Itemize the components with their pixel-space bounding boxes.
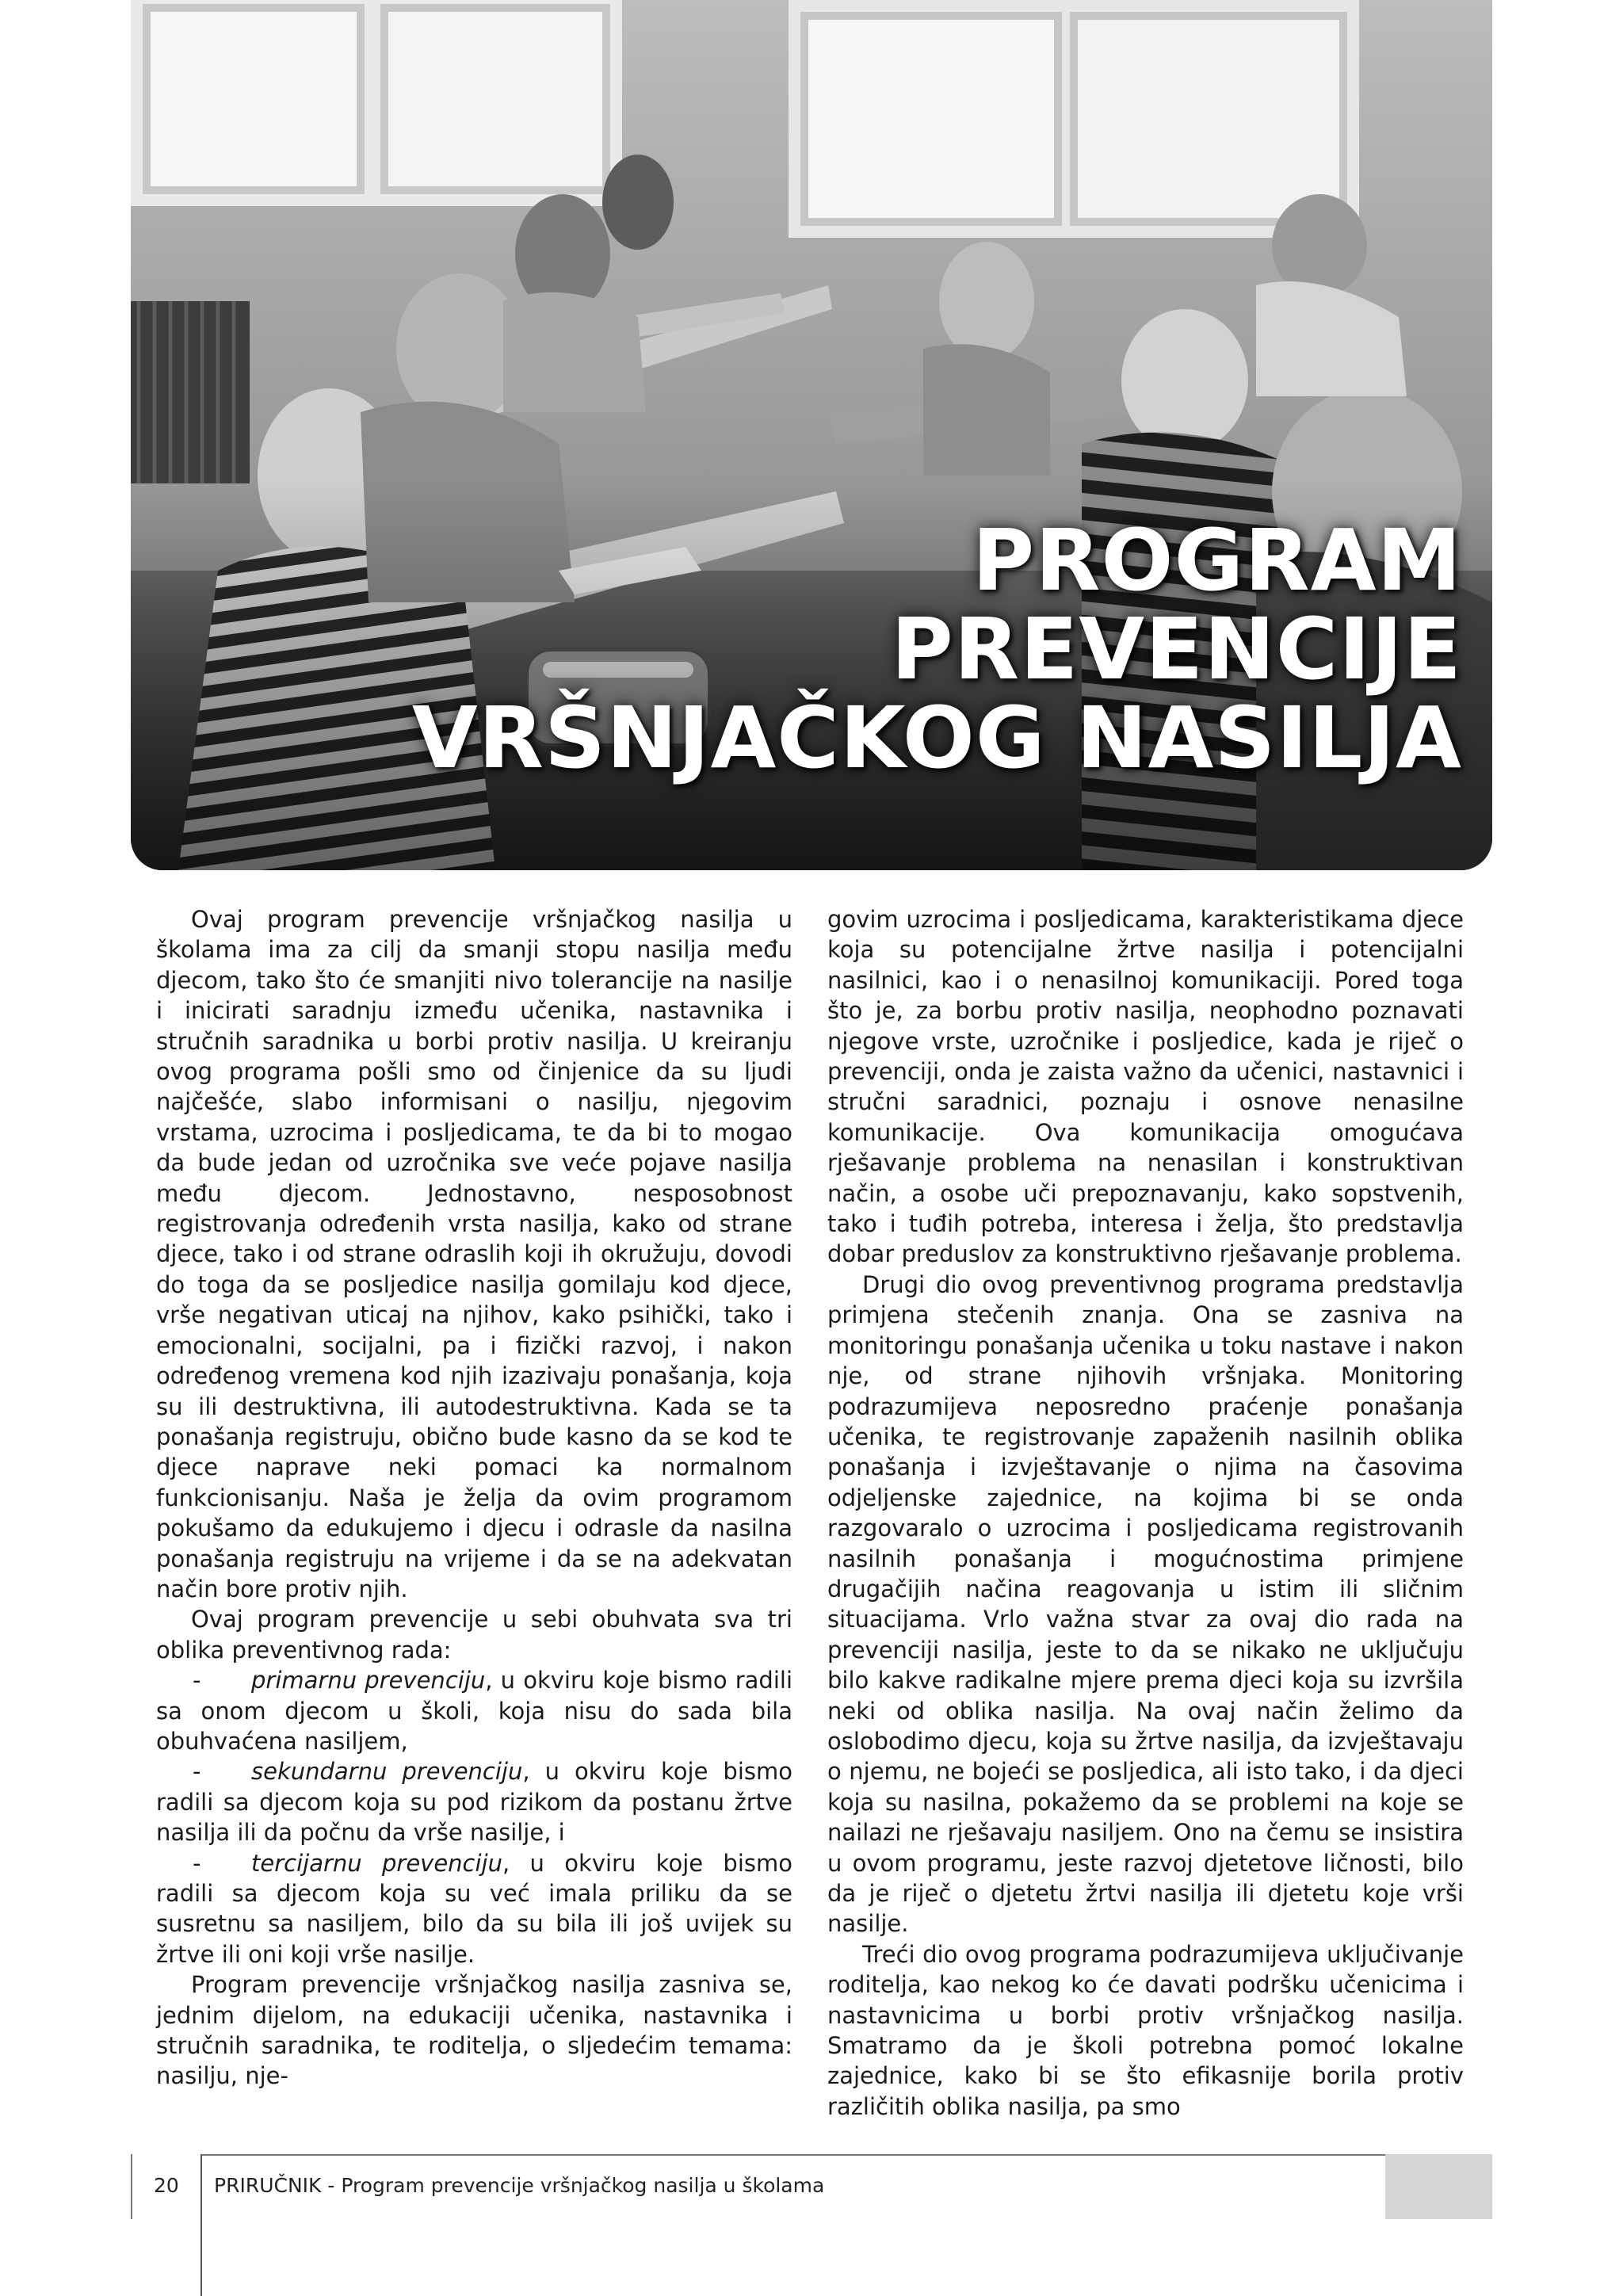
title-line-3: VRŠNJAČKOG NASILJA [411,690,1462,788]
paragraph: govim uzrocima i posljedicama, karakteristikama djece koja su potencijalne žrtve nasilja i potencijalni nasilnici, kao i o nenasilnoj komunikaciji. Pored toga što je, za borbu protiv nasilja, neophodno poznavati njegove vrste, uzročnike i posljedice, kada je riječ o prevenciji, onda je zaista važno da učenici, nastavnici i stručni saradnici, poznaju i osnove nenasilne komunikacije. Ova komunikacija omogućava rješavanje problema na nenasilan i konstruktivan način, a osobe uči prepoznavanju, kako sopstvenih, tako i tuđih potreba, interesa i želja, što predstavlja dobar preduslov za konstruktivno rješavanje problema. [827,906,1464,1268]
list-item [156,1756,792,1847]
list-item [156,1848,792,1970]
list-text: , u okviru koje bismo radili sa djecom koja su pod rizikom da postanu žrtve nasilja ili da počnu da vrše nasilje, i [156,1758,792,1847]
list-text: , u okviru koje bismo radili sa djecom koja su već imala priliku da se susretnu sa nasiljem, bilo da su bila ili još uvijek su žrtve ili oni koji vrše nasilje. [156,1849,792,1968]
footer-left-rule [131,2154,132,2219]
title-line-1: PROGRAM [972,512,1462,610]
right-column [827,904,1464,2122]
paragraph: Drugi dio ovog preventivnog programa predstavlja primjena stečenih znanja. Ona se zasniva na monitoringu ponašanja učenika u toku nastave i nakon nje, od strane njihovih vršnjaka. Monitoring podrazumijeva neposredno praćenje ponašanja učenika, te registrovanje zapaženih nasilnih oblika ponašanja i izvještavanje o njima na časovima odjeljenske zajednice, na kojima bi se onda razgovaralo o uzrocima i posljedicama registrovanih nasilnih ponašanja i mogućnostima primjene drugačijih načina reagovanja u istim ili sličnim situacijama. Vrlo važna stvar za ovaj dio rada na prevenciji nasilja, jeste to da se nikako ne uključuju bilo kakve radikalne mjere prema djeci koja su izvršila neki od oblika nasilja. Na ovaj način želimo da oslobodimo djecu, koja su žrtve nasilja, da izvještavaju o njemu, ne bojeći se posljedica, ali isto tako, i da djeci koja su nasilna, pokažemo da se problemi na koje se nailazi ne rješavaju nasiljem. Ono na čemu se insistira u ovom programu, jeste razvoj djetetove ličnosti, bilo da je riječ o djetetu žrtvi nasilja ili djetetu koje vrši nasilje. [827,1270,1464,1938]
list-dash: - [193,1849,201,1877]
list-term: sekundarnu prevenciju [251,1758,523,1786]
paragraph: Ovaj program prevencije vršnjačkog nasilja u školama ima za cilj da smanji stopu nasilja među djecom, tako što će smanjiti nivo tolerancije na nasilje i inicirati saradnju između učenika, nastavnika i stručnih saradnika u borbi protiv nasilja. U kreiranju ovog programa pošli smo od činjenice da su ljudi najčešće, slabo informisani o nasilju, njegovim vrstama, uzrocima i posljedicama, te da bi to mogao da bude jedan od uzročnika sve veće pojave nasilja među djecom. Jednostavno, nesposobnost registrovanja određenih vrsta nasilja, kako od strane djece, tako i od strane odraslih koji ih okružuju, dovodi do toga da se posljedice nasilja gomilaju kod djece, vrše negativan uticaj na njihov, kako psihički, tako i emocionalni, socijalni, pa i fizički razvoj, i nakon određenog vremena kod njih izazivaju ponašanja, koja su ili destruktivna, ili autodestruktivna. Kada se ta ponašanja registruju, obično bude kasno da se kod te djece naprave neki pomaci ka normalnom funkcionisanju. Naša je želja da ovim programom pokušamo da edukujemo i djecu i odrasle da nasilna ponašanja registruju na vrijeme i da se na adekvatan način bore protiv njih. [156,906,792,1603]
paragraph: Treći dio ovog programa podrazumijeva uključivanje roditelja, kao nekog ko će davati podršku učenicima i nastavnicima u borbi protiv vršnjačkog nasilja. Smatramo da je školi potrebna pomoć lokalne zajednice, kako bi se što efikasnije borila protiv različitih oblika nasilja, pa smo [827,1940,1464,2120]
paragraph: Program prevencije vršnjačkog nasilja zasniva se, jednim dijelom, na edukaciji učenika, nastavnika i stručnih saradnika, te roditelja, o sljedećim temama: nasilju, nje- [156,1971,792,2090]
footer-divider [200,2154,202,2296]
page-number: 20 [154,2174,179,2197]
left-column [156,904,792,2092]
footer-tab [1385,2154,1492,2219]
list-dash: - [193,1758,201,1786]
header-photo [131,0,1492,870]
list-dash: - [193,1667,201,1694]
list-item [156,1665,792,1756]
title-line-2: PREVENCIJE [891,601,1462,699]
running-title: PRIRUČNIK - Program prevencije vršnjačkog nasilja u školama [214,2174,825,2197]
list-text: , u okviru koje bismo radili sa onom djecom u školi, koja nisu do sada bila obuhvaćena nasiljem, [156,1667,792,1755]
page-title [411,512,1462,788]
list-term: primarnu prevenciju [251,1667,486,1694]
list-term: tercijarnu prevenciju [251,1849,502,1877]
footer-rule [200,2154,1385,2156]
paragraph: Ovaj program prevencije u sebi obuhvata sva tri oblika preventivnog rada: [156,1606,792,1664]
